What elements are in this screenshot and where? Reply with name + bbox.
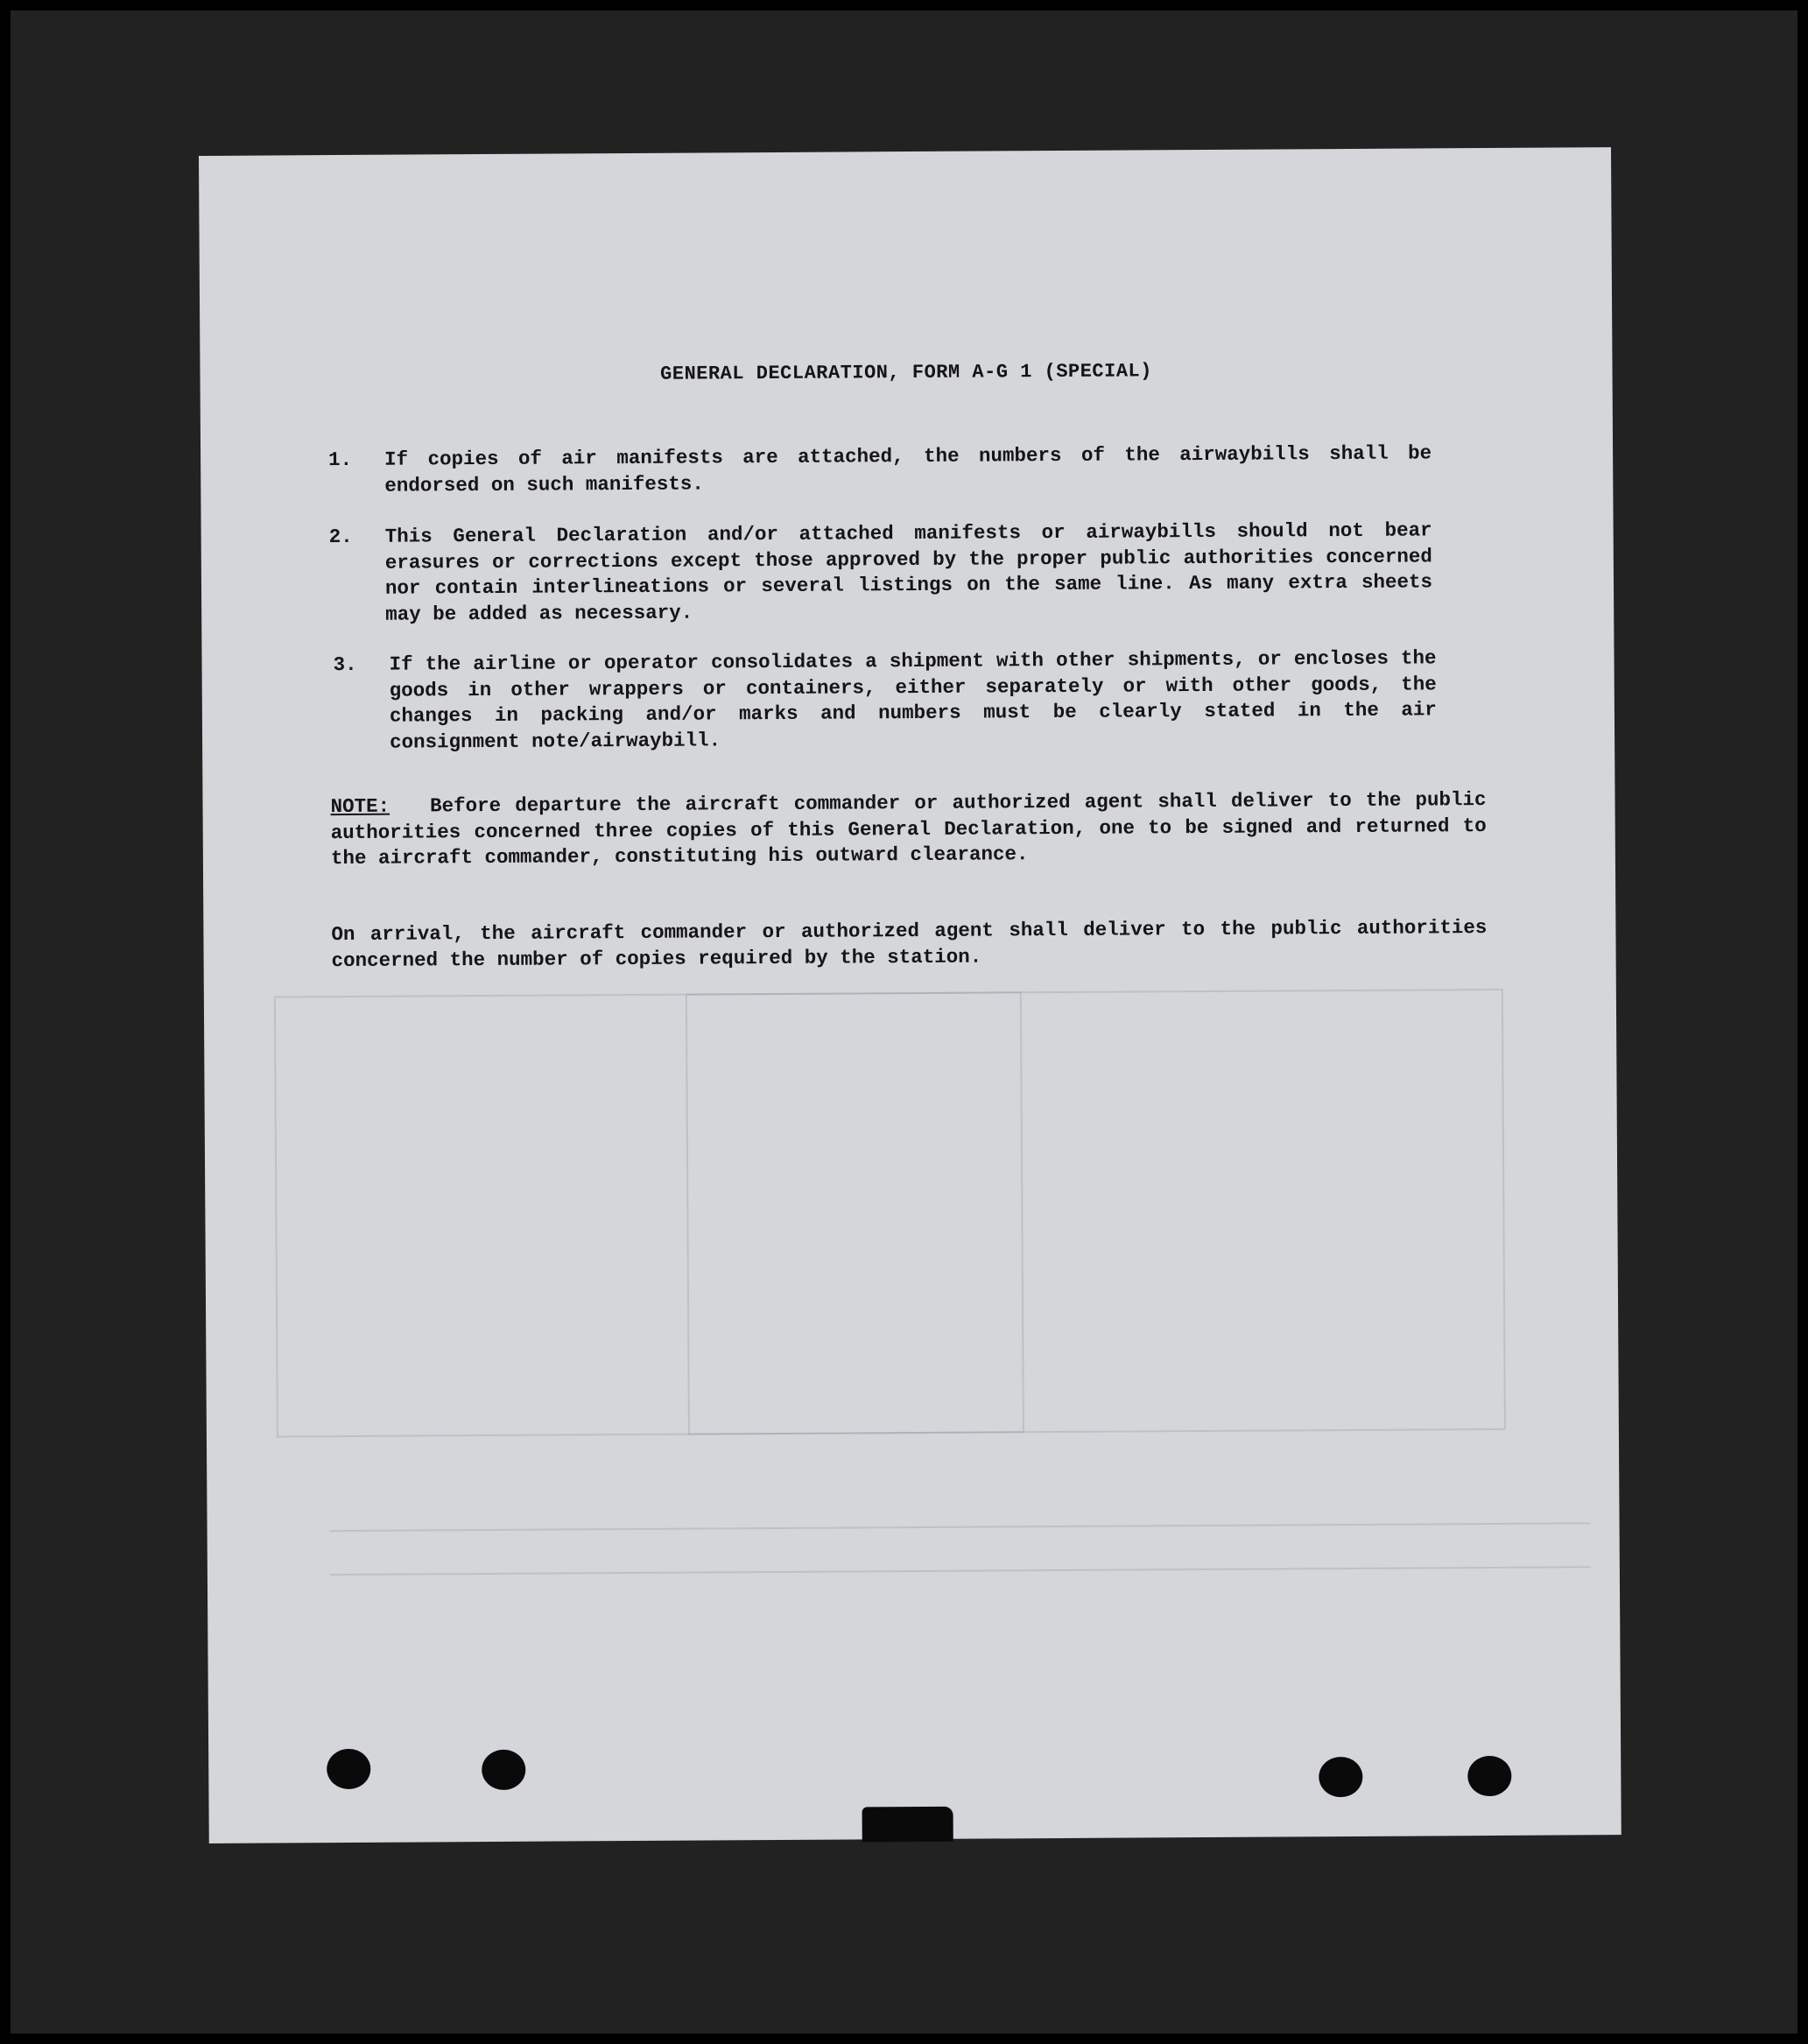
show-through-rule-2 xyxy=(330,1566,1591,1575)
list-item-1 xyxy=(328,441,1432,500)
list-item-3 xyxy=(333,645,1437,758)
page-title: GENERAL DECLARATION, FORM A-G 1 (SPECIAL) xyxy=(660,360,1152,385)
arrival-paragraph xyxy=(331,915,1487,974)
paper-tear xyxy=(862,1807,953,1843)
item-number: 3. xyxy=(333,652,357,677)
item-text: This General Declaration and/or attached manifests or airwaybills should not bear erasures or corrections except those approved by the proper public authorities concerned nor contain interlineations or several listings on the same line. As many extra sheets may be added as necessary. xyxy=(384,518,1433,626)
note-label: NOTE: xyxy=(330,794,390,819)
item-number: 1. xyxy=(328,448,353,472)
show-through-rule xyxy=(330,1522,1591,1532)
item-text: If the airline or operator consolidates a shipment with other shipments, or encloses the goods in other wrappers or containers, either separately or with other goods, the changes in packing and/or marks and numbers must be clearly stated in the air consignment note/airwaybill. xyxy=(389,646,1437,754)
list-item-2 xyxy=(329,518,1433,630)
arrival-text: On arrival, the aircraft commander or authorized agent shall deliver to the public authorities concerned the number of copies required by the station. xyxy=(331,916,1488,972)
item-number: 2. xyxy=(328,525,353,549)
punch-hole-2 xyxy=(482,1750,525,1790)
punch-hole-1 xyxy=(327,1749,370,1789)
item-text: If copies of air manifests are attached, the numbers of the airwaybills shall be endorsed on such manifests. xyxy=(384,441,1432,497)
show-through-column xyxy=(686,991,1024,1434)
note-paragraph xyxy=(330,787,1487,872)
note-text: Before departure the aircraft commander or authorized agent shall deliver to the public authorities concerned three copies of this General Declaration, one to be signed and returned to the aircraft commander, constituting his outward clearance. xyxy=(330,788,1487,870)
punch-hole-3 xyxy=(1319,1757,1362,1797)
punch-hole-4 xyxy=(1467,1756,1511,1796)
document-page xyxy=(199,147,1622,1843)
